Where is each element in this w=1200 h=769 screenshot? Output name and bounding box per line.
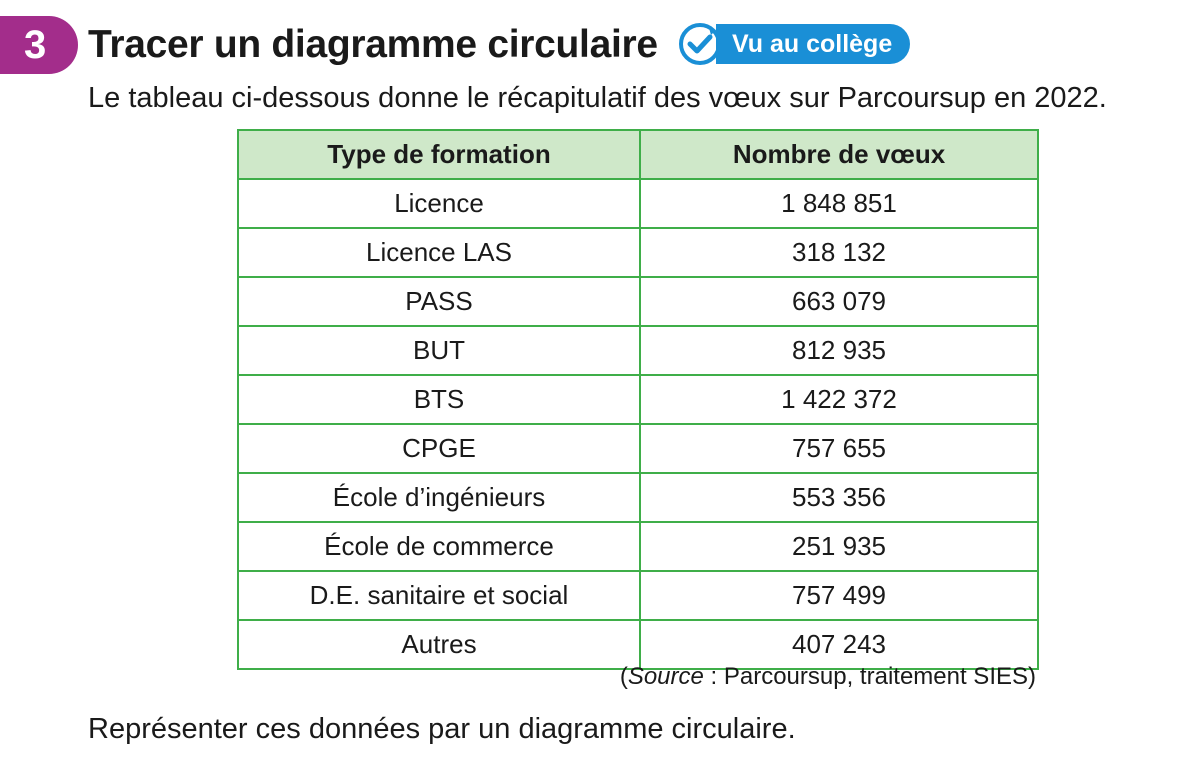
table-header-row — [238, 130, 1038, 179]
exercise-number: 3 — [24, 23, 47, 67]
formation-cell: École d’ingénieurs — [238, 473, 640, 522]
formation-cell: Licence — [238, 179, 640, 228]
question-text: Représenter ces données par un diagramme circulaire. — [88, 713, 796, 745]
formation-cell: BTS — [238, 375, 640, 424]
source-open-paren: ( — [619, 663, 628, 690]
formation-cell: BUT — [238, 326, 640, 375]
table-row — [238, 375, 1038, 424]
table-row — [238, 571, 1038, 620]
count-cell: 251 935 — [640, 522, 1038, 571]
count-cell: 757 499 — [640, 571, 1038, 620]
source-text: : Parcoursup, traitement SIES) — [703, 663, 1036, 690]
formation-cell: CPGE — [238, 424, 640, 473]
table-row — [238, 228, 1038, 277]
count-cell: 812 935 — [640, 326, 1038, 375]
source-citation — [620, 661, 1036, 693]
count-cell: 407 243 — [640, 620, 1038, 669]
table-row — [238, 179, 1038, 228]
exercise-title: Tracer un diagramme circulaire — [88, 23, 658, 66]
vu-au-college-badge — [678, 22, 910, 66]
count-cell: 1 422 372 — [640, 375, 1038, 424]
table-row — [238, 326, 1038, 375]
table-row — [238, 522, 1038, 571]
exercise-number-badge — [0, 16, 78, 74]
formation-cell: Licence LAS — [238, 228, 640, 277]
formation-cell: Autres — [238, 620, 640, 669]
data-table — [237, 129, 1039, 670]
count-cell: 757 655 — [640, 424, 1038, 473]
formation-cell: École de commerce — [238, 522, 640, 571]
table-row — [238, 277, 1038, 326]
badge-label: Vu au collège — [716, 24, 910, 64]
column-header: Nombre de vœux — [640, 130, 1038, 179]
count-cell: 1 848 851 — [640, 179, 1038, 228]
count-cell: 663 079 — [640, 277, 1038, 326]
formation-cell: D.E. sanitaire et social — [238, 571, 640, 620]
source-label: Source — [627, 663, 704, 690]
table-row — [238, 473, 1038, 522]
intro-text: Le tableau ci-dessous donne le récapitulatif des vœux sur Parcoursup en 2022. — [88, 82, 1107, 114]
count-cell: 318 132 — [640, 228, 1038, 277]
count-cell: 553 356 — [640, 473, 1038, 522]
table-row — [238, 424, 1038, 473]
column-header: Type de formation — [238, 130, 640, 179]
formation-cell: PASS — [238, 277, 640, 326]
